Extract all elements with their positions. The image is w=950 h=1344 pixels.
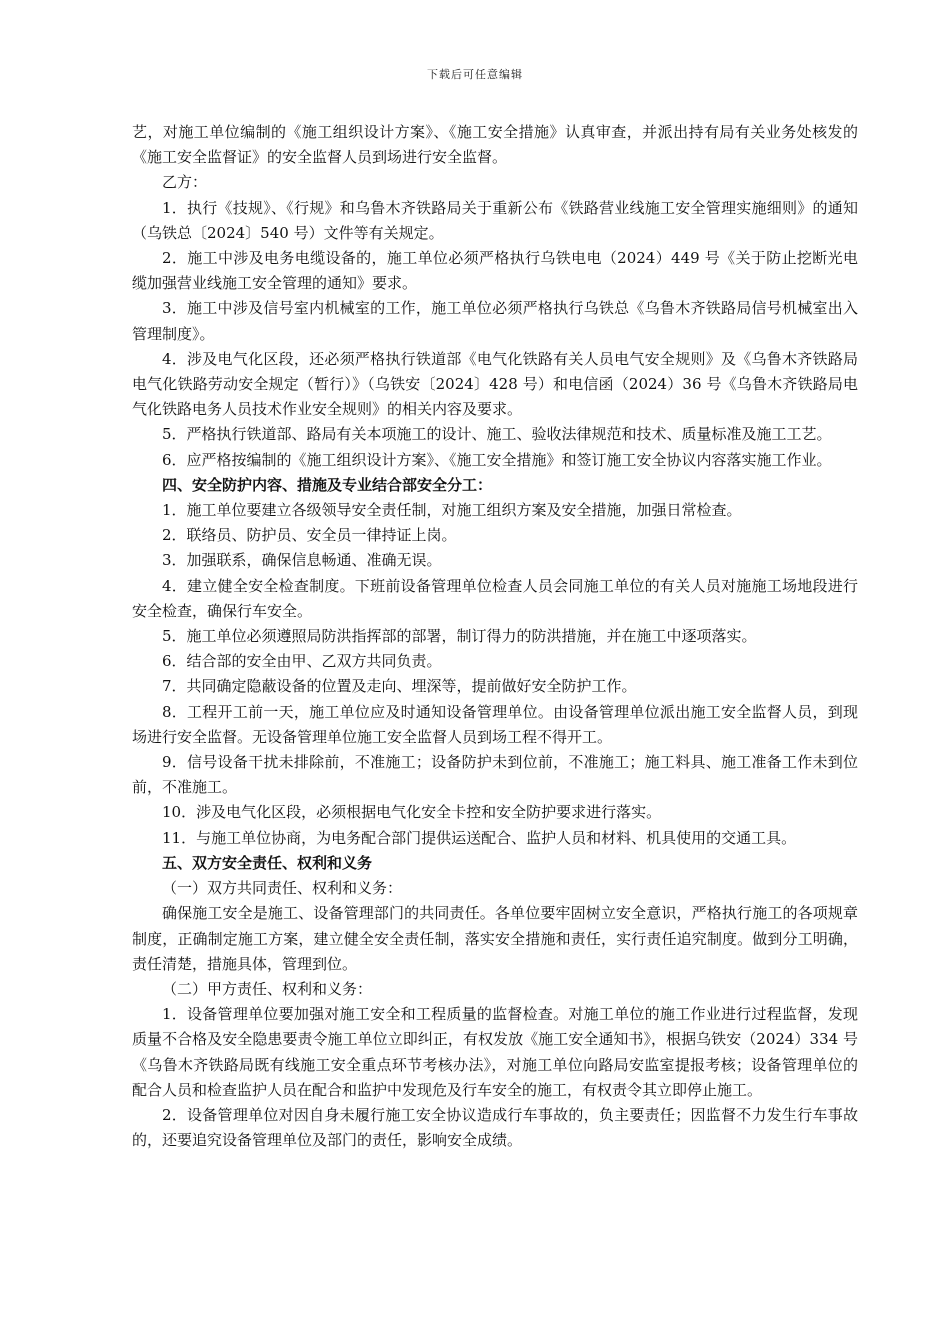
list-item: 5．施工单位必须遵照局防洪指挥部的部署，制订得力的防洪措施，并在施工中逐项落实。 xyxy=(162,627,757,646)
paragraph: 艺，对施工单位编制的《施工组织设计方案》、《施工安全措施》认真审查，并派出持有局有关业务处核发的《施工安全监督证》的安全监督人员到场进行安全监督。 xyxy=(132,123,858,167)
paragraph: 乙方： xyxy=(162,173,208,192)
list-item: 6．应严格按编制的《施工组织设计方案》、《施工安全措施》和签订施工安全协议内容落实施工作业。 xyxy=(162,450,832,469)
section-heading: 四、安全防护内容、措施及专业结合部安全分工： xyxy=(162,475,493,494)
subsection-heading: （一）双方共同责任、权利和义务： xyxy=(162,879,403,898)
list-item: 4．涉及电气化区段，还必须严格执行铁道部《电气化铁路有关人员电气安全规则》及《乌鲁木齐铁路局电气化铁路劳动安全规定（暂行）》（乌铁安〔2024〕428 号）和电信函（2024）36 号《乌鲁木齐铁路局电气化铁路电务人员技术作业安全规则》的相关内容及要求。 xyxy=(132,349,858,419)
list-item: 1．设备管理单位要加强对施工安全和工程质量的监督检查。对施工单位的施工作业进行过程监督，发现质量不合格及安全隐患要责令施工单位立即纠正，有权发放《施工安全通知书》，根据乌铁安（2024）334 号《乌鲁木齐铁路局既有线施工安全重点环节考核办法》，对施工单位向路局安监室提报考核；设备管理单位的配合人员和检查监护人员在配合和监护中发现危及行车安全的施工，有权责令其立即停止施工。 xyxy=(132,1005,858,1099)
list-item: 5．严格执行铁道部、路局有关本项施工的设计、施工、验收法律规范和技术、质量标准及施工工艺。 xyxy=(162,425,832,444)
list-item: 10．涉及电气化区段，必须根据电气化安全卡控和安全防护要求进行落实。 xyxy=(162,803,662,822)
list-item: 4．建立健全安全检查制度。下班前设备管理单位检查人员会同施工单位的有关人员对施施工场地段进行安全检查，确保行车安全。 xyxy=(132,576,858,620)
list-item: 3．施工中涉及信号室内机械室的工作，施工单位必须严格执行乌铁总《乌鲁木齐铁路局信号机械室出入管理制度》。 xyxy=(132,299,858,343)
subsection-heading: （二）甲方责任、权利和义务： xyxy=(162,979,373,998)
paragraph: 确保施工安全是施工、设备管理部门的共同责任。各单位要牢固树立安全意识，严格执行施工的各项规章制度，正确制定施工方案，建立健全安全责任制，落实安全措施和责任，实行责任追究制度。做到分工明确，责任清楚，措施具体，管理到位。 xyxy=(132,904,858,973)
list-item: 7．共同确定隐蔽设备的位置及走向、埋深等，提前做好安全防护工作。 xyxy=(162,677,637,696)
list-item: 2．设备管理单位对因自身未履行施工安全协议造成行车事故的，负主要责任；因监督不力发生行车事故的，还要追究设备管理单位及部门的责任，影响安全成绩。 xyxy=(132,1105,858,1150)
list-item: 6．结合部的安全由甲、乙双方共同负责。 xyxy=(162,652,442,671)
list-item: 11．与施工单位协商，为电务配合部门提供运送配合、监护人员和材料、机具使用的交通工具。 xyxy=(162,828,797,847)
document-body xyxy=(132,120,858,1153)
list-item: 3．加强联系，确保信息畅通、准确无误。 xyxy=(162,551,442,570)
list-item: 2．联络员、防护员、安全员一律持证上岗。 xyxy=(162,526,457,545)
list-item: 9．信号设备干扰未排除前，不准施工；设备防护未到位前，不准施工；施工料具、施工准备工作未到位前，不准施工。 xyxy=(132,753,858,797)
list-item: 8．工程开工前一天，施工单位应及时通知设备管理单位。由设备管理单位派出施工安全监督人员，到现场进行安全监督。无设备管理单位施工安全监督人员到场工程不得开工。 xyxy=(132,702,858,746)
list-item: 2．施工中涉及电务电缆设备的，施工单位必须严格执行乌铁电电（2024）449 号《关于防止挖断光电缆加强营业线施工安全管理的通知》要求。 xyxy=(132,249,858,293)
list-item: 1．施工单位要建立各级领导安全责任制，对施工组织方案及安全措施，加强日常检查。 xyxy=(162,501,742,520)
list-item: 1．执行《技规》、《行规》和乌鲁木齐铁路局关于重新公布《铁路营业线施工安全管理实施细则》的通知（乌铁总〔2024〕540 号）文件等有关规定。 xyxy=(132,198,858,242)
page-header: 下载后可任意编辑 xyxy=(427,68,523,81)
section-heading: 五、双方安全责任、权利和义务 xyxy=(162,853,373,872)
